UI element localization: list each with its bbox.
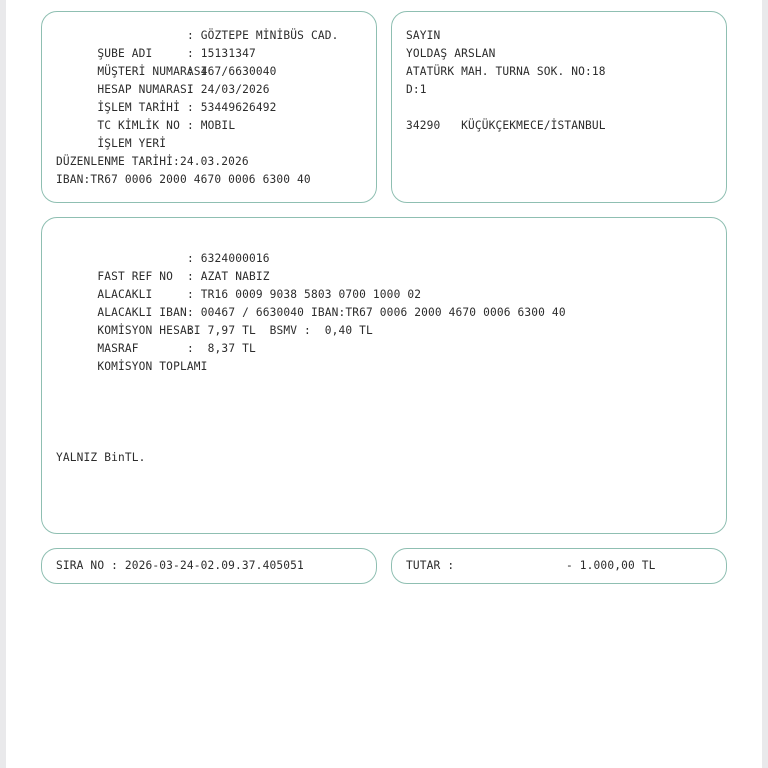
- account-number-row: HESAP NUMARASI : 467/6630040: [97, 65, 277, 96]
- amount-in-words: YALNIZ BinTL.: [56, 451, 146, 464]
- branch-row: ŞUBE ADI : GÖZTEPE MİNİBÜS CAD.: [97, 29, 339, 60]
- receipt-page: [6, 0, 762, 768]
- tc-id-row: TC KİMLİK NO : 53449626492: [97, 101, 277, 132]
- fast-ref-row: FAST REF NO : 6324000016: [97, 252, 270, 283]
- sequence-number: SIRA NO : 2026-03-24-02.09.37.405051: [56, 559, 304, 572]
- transaction-place-row: İŞLEM YERİ : MOBIL: [97, 119, 236, 150]
- transaction-date-row: İŞLEM TARİHİ : 24/03/2026: [97, 83, 270, 114]
- account-info-box: [41, 11, 377, 203]
- recipient-name: YOLDAŞ ARSLAN: [406, 47, 496, 60]
- salutation: SAYIN: [406, 29, 441, 42]
- creditor-row: ALACAKLI : AZAT NABIZ: [97, 270, 270, 301]
- transfer-details-box: [41, 217, 727, 534]
- address-line-1: ATATÜRK MAH. TURNA SOK. NO:18: [406, 65, 606, 78]
- amount-value: - 1.000,00 TL: [566, 559, 656, 572]
- creditor-iban-row: ALACAKLI IBAN : TR16 0009 9038 5803 0700 1000 02: [97, 288, 422, 319]
- commission-account-row: KOMİSYON HESABI : 00467 / 6630040 IBAN:TR67 0006 2000 4670 0006 6300 40: [97, 306, 566, 337]
- recipient-address-box: [391, 11, 727, 203]
- customer-number-row: MÜŞTERİ NUMARASI : 15131347: [97, 47, 256, 78]
- postal-city: 34290 KÜÇÜKÇEKMECE/İSTANBUL: [406, 119, 606, 132]
- amount-box: [391, 548, 727, 584]
- account-iban: IBAN:TR67 0006 2000 4670 0006 6300 40: [56, 173, 311, 186]
- sequence-box: [41, 548, 377, 584]
- commission-total-row: KOMİSYON TOPLAMI : 8,37 TL: [97, 342, 256, 373]
- address-line-2: D:1: [406, 83, 427, 96]
- fee-row: MASRAF : 7,97 TL BSMV : 0,40 TL: [97, 324, 373, 355]
- issue-date: DÜZENLENME TARİHİ:24.03.2026: [56, 155, 249, 168]
- amount-label: TUTAR :: [406, 559, 455, 572]
